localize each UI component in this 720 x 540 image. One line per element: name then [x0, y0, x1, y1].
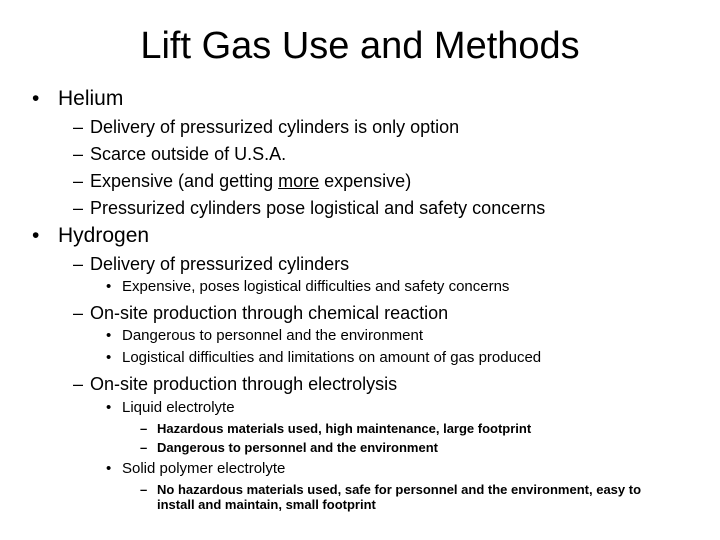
bullet-marker: • — [106, 399, 112, 416]
liquid-item: Dangerous to personnel and the environment — [157, 440, 438, 455]
dash-marker: – — [73, 198, 84, 218]
delivery-item: Expensive, poses logistical difficulties and safety concerns — [122, 278, 510, 295]
helium-item-expensive — [90, 170, 411, 192]
hydrogen-delivery: Delivery of pressurized cylinders — [90, 254, 350, 274]
dash-marker: – — [73, 254, 84, 274]
bullet-marker: • — [106, 460, 112, 477]
solid-item-continuation: install and maintain, small footprint — [157, 497, 376, 512]
dash-marker: – — [73, 374, 84, 394]
dash-marker: – — [140, 482, 148, 497]
solid-item: No hazardous materials used, safe for personnel and the environment, easy to — [157, 482, 642, 497]
liquid-item: Hazardous materials used, high maintenance, large footprint — [157, 421, 532, 436]
dash-marker: – — [73, 117, 84, 137]
helium-item-logistics: Pressurized cylinders pose logistical and safety concerns — [90, 198, 546, 218]
expensive-text-after: expensive) — [319, 171, 412, 191]
dash-marker: – — [73, 171, 84, 191]
hydrogen-chemical: On-site production through chemical reaction — [90, 303, 449, 323]
expensive-text-before: Expensive (and getting — [90, 171, 279, 191]
bullet-helium: Helium — [58, 87, 124, 110]
bullet-hydrogen: Hydrogen — [58, 224, 150, 247]
dash-marker: – — [140, 421, 148, 436]
helium-item-scarce: Scarce outside of U.S.A. — [90, 144, 287, 164]
slide-title: Lift Gas Use and Methods — [140, 25, 580, 67]
bullet-marker: • — [32, 87, 40, 110]
solid-polymer-electrolyte: Solid polymer electrolyte — [122, 460, 286, 477]
liquid-electrolyte: Liquid electrolyte — [122, 399, 235, 416]
dash-marker: – — [73, 303, 84, 323]
chemical-item: Dangerous to personnel and the environment — [122, 327, 424, 344]
bullet-marker: • — [106, 327, 112, 344]
dash-marker: – — [73, 144, 84, 164]
helium-item-delivery: Delivery of pressurized cylinders is only option — [90, 117, 460, 137]
chemical-item: Logistical difficulties and limitations on amount of gas produced — [122, 349, 542, 366]
bullet-marker: • — [32, 224, 40, 247]
bullet-marker: • — [106, 278, 112, 295]
hydrogen-electrolysis: On-site production through electrolysis — [90, 374, 398, 394]
dash-marker: – — [140, 440, 148, 455]
bullet-marker: • — [106, 349, 112, 366]
expensive-text-underlined: more — [278, 171, 320, 191]
